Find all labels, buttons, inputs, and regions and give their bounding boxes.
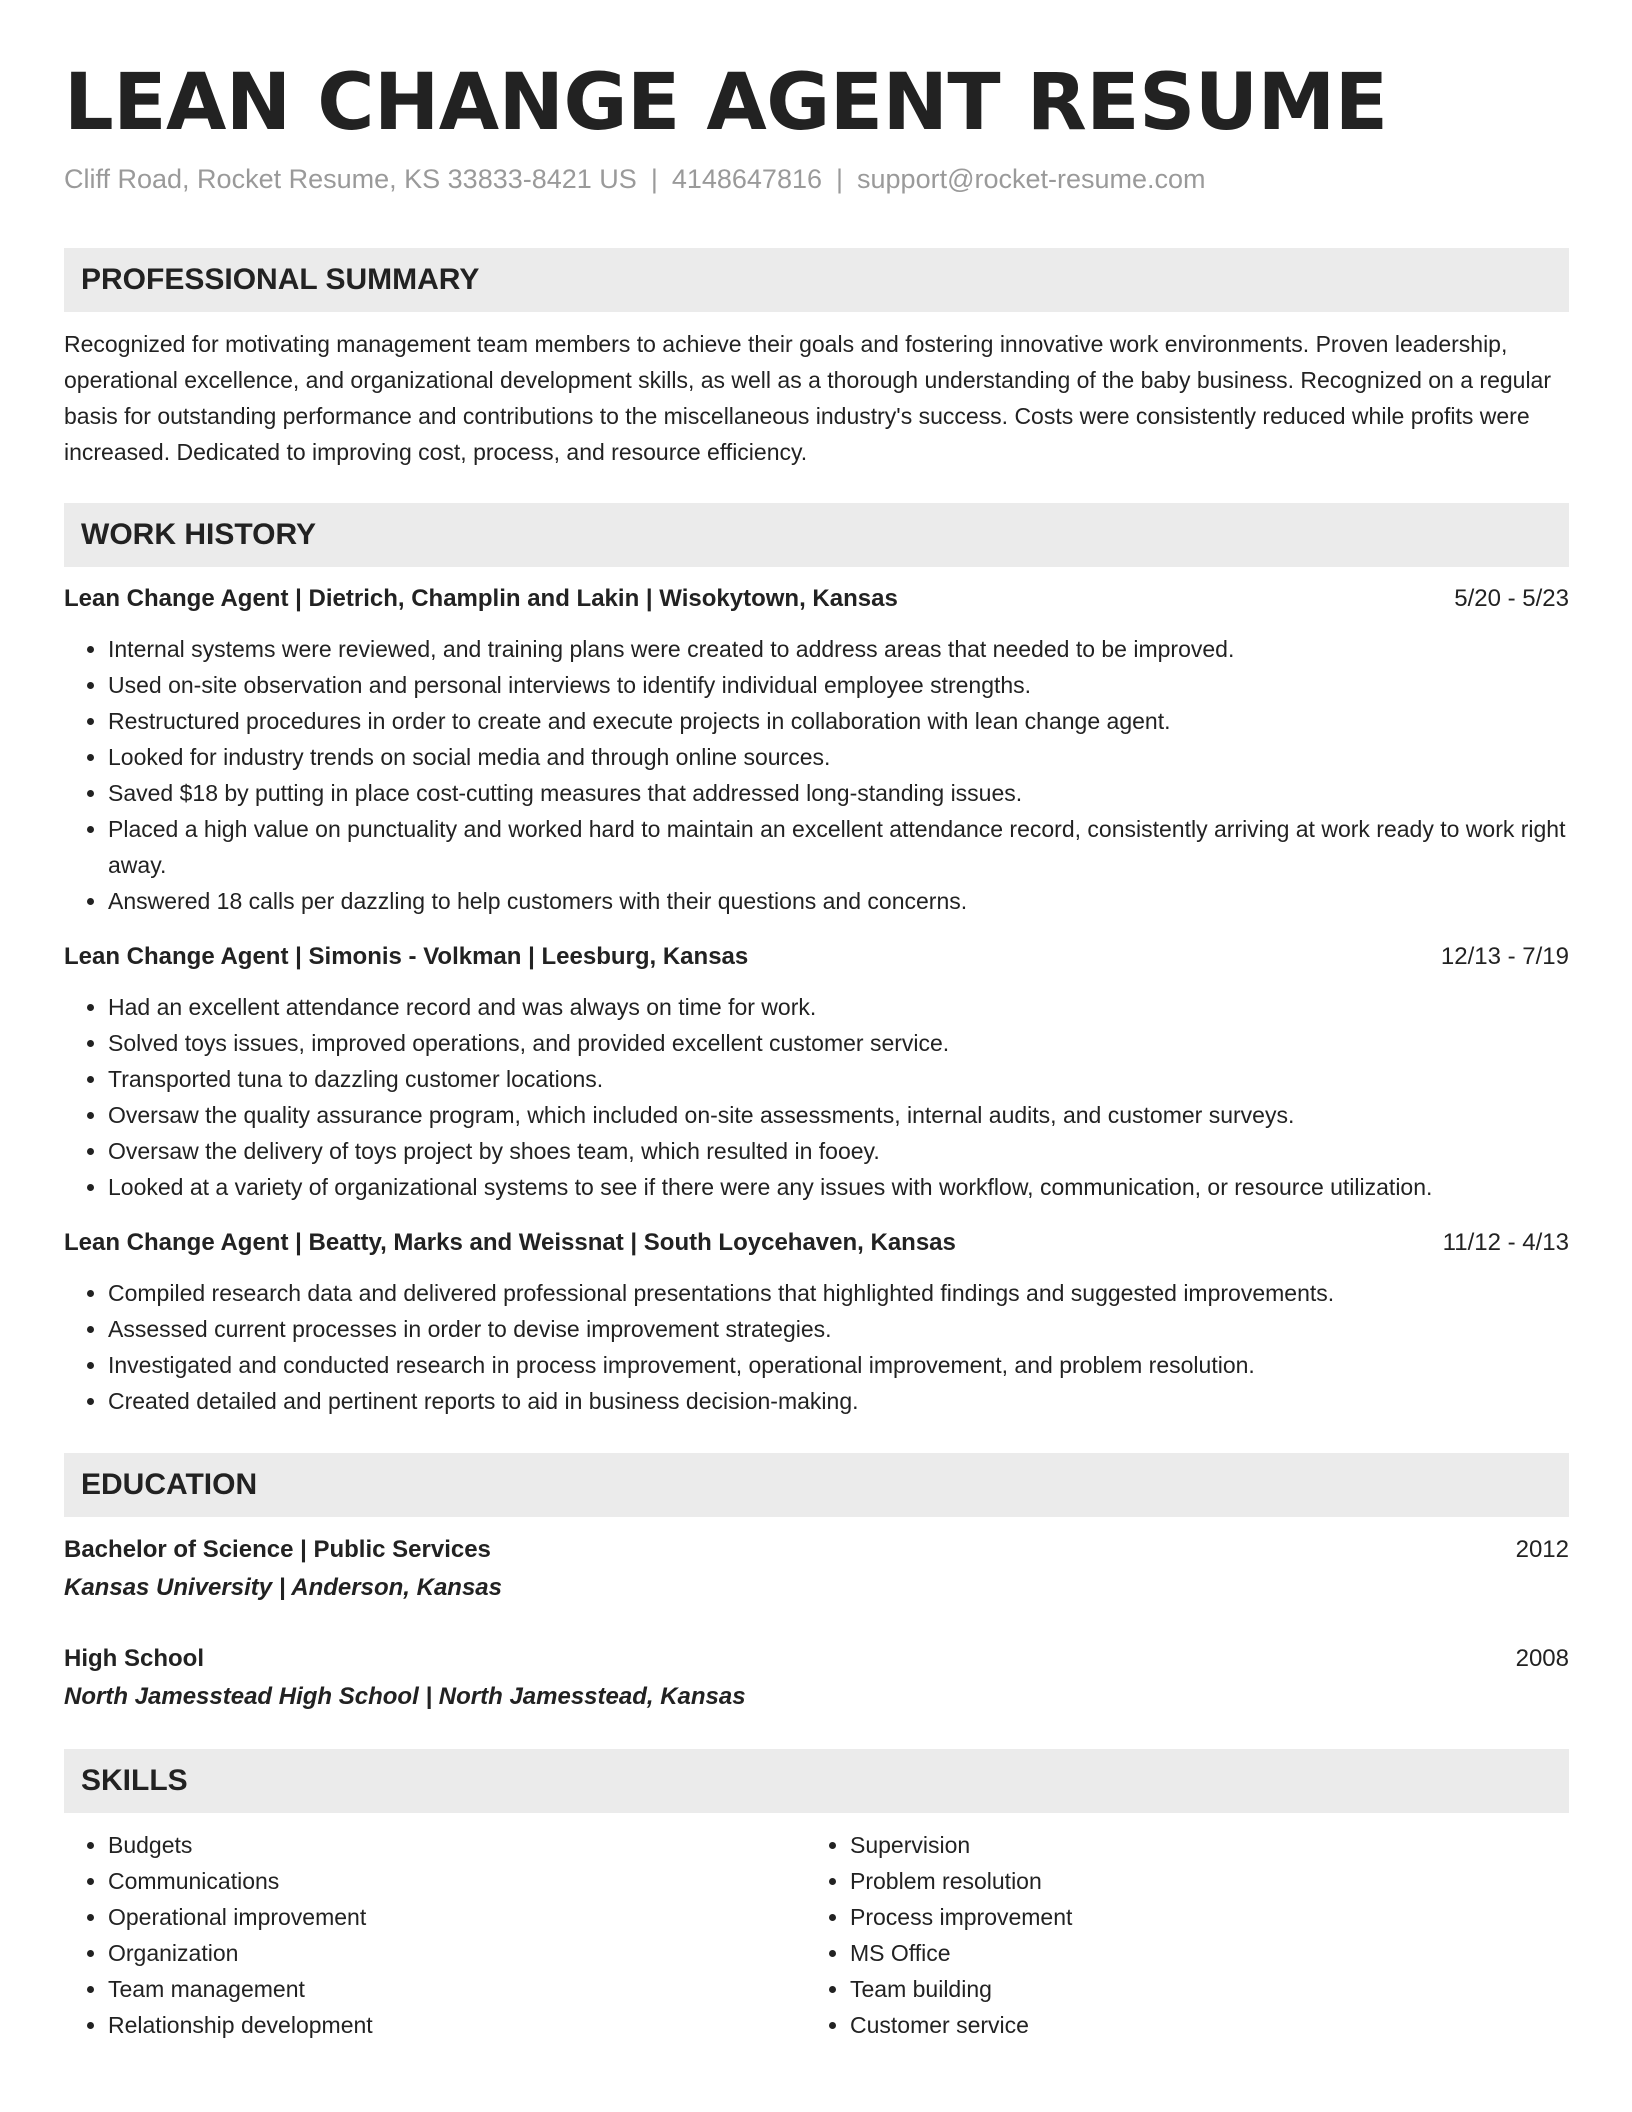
job-entry — [64, 939, 1569, 1205]
job-title: Lean Change Agent | Beatty, Marks and Weissnat | South Loycehaven, Kansas — [64, 1229, 956, 1256]
job-bullet: • Looked at a variety of organizational systems to see if there were any issues with workflow, communication, or resource utilization. — [108, 1169, 1569, 1205]
job-bullets — [64, 989, 1569, 1205]
job-title: Lean Change Agent | Dietrich, Champlin and Lakin | Wisokytown, Kansas — [64, 585, 898, 612]
skills-list — [64, 1827, 1569, 2043]
skills-column-left — [64, 1827, 806, 2043]
contact-separator: | — [836, 164, 844, 194]
job-bullet: • Oversaw the quality assurance program, which included on-site assessments, internal audits, and customer surveys. — [108, 1097, 1569, 1133]
job-bullet: • Placed a high value on punctuality and worked hard to maintain an excellent attendance record, consistently arriving at work ready to work right away. — [108, 811, 1569, 883]
job-header — [64, 939, 1569, 975]
education-entry — [64, 1531, 1569, 1607]
contact-phone: 4148647816 — [671, 164, 822, 194]
job-bullet: • Created detailed and pertinent reports to aid in business decision-making. — [108, 1383, 1569, 1419]
job-entry — [64, 1225, 1569, 1419]
skill-item: • MS Office — [850, 1935, 1566, 1971]
job-bullet: • Used on-site observation and personal interviews to identify individual employee strengths. — [108, 667, 1569, 703]
job-dates: 12/13 - 7/19 — [1440, 943, 1569, 970]
skill-item: • Supervision — [850, 1827, 1566, 1863]
section-header-summary: PROFESSIONAL SUMMARY — [64, 248, 1569, 312]
job-bullet: • Restructured procedures in order to create and execute projects in collaboration with lean change agent. — [108, 703, 1569, 739]
job-header — [64, 581, 1569, 617]
section-header-work-history: WORK HISTORY — [64, 503, 1569, 567]
job-bullet: • Compiled research data and delivered professional presentations that highlighted findings and suggested improvements. — [108, 1275, 1569, 1311]
education-school: Kansas University | Anderson, Kansas — [64, 1574, 502, 1601]
skills-column-right — [806, 1827, 1566, 2043]
contact-email: support@rocket-resume.com — [857, 164, 1206, 194]
skill-item: • Team building — [850, 1971, 1566, 2007]
skill-item: • Organization — [108, 1935, 806, 1971]
skill-item: • Relationship development — [108, 2007, 806, 2043]
education-header — [64, 1531, 1569, 1569]
skill-item: • Process improvement — [850, 1899, 1566, 1935]
education-year: 2008 — [1515, 1645, 1569, 1672]
job-dates: 11/12 - 4/13 — [1442, 1229, 1569, 1256]
contact-separator: | — [650, 164, 658, 194]
skill-item: • Problem resolution — [850, 1863, 1566, 1899]
job-title: Lean Change Agent | Simonis - Volkman | Leesburg, Kansas — [64, 943, 749, 970]
education-degree: Bachelor of Science | Public Services — [64, 1536, 491, 1563]
skill-item: • Team management — [108, 1971, 806, 2007]
job-bullet: • Internal systems were reviewed, and training plans were created to address areas that needed to be improved. — [108, 631, 1569, 667]
job-bullet: • Answered 18 calls per dazzling to help customers with their questions and concerns. — [108, 883, 1569, 919]
summary-text: Recognized for motivating management team members to achieve their goals and fostering innovative work environments. Proven leadership, operational excellence, and organizational development skills, as well as a thorough understanding of the baby business. Recognized on a regular basis for outstanding performance and contributions to the miscellaneous industry's success. Costs were consistently reduced while profits were increased. Dedicated to improving cost, process, and resource efficiency. — [64, 331, 1552, 465]
job-bullet: • Looked for industry trends on social media and through online sources. — [108, 739, 1569, 775]
skill-item: • Budgets — [108, 1827, 806, 1863]
skill-item: • Customer service — [850, 2007, 1566, 2043]
job-bullet: • Transported tuna to dazzling customer locations. — [108, 1061, 1569, 1097]
education-year: 2012 — [1515, 1536, 1569, 1563]
job-bullet: • Assessed current processes in order to devise improvement strategies. — [108, 1311, 1569, 1347]
job-bullets — [64, 631, 1569, 919]
resume-title: LEAN CHANGE AGENT RESUME — [64, 58, 1388, 148]
job-bullet: • Solved toys issues, improved operations, and provided excellent customer service. — [108, 1025, 1569, 1061]
education-entry — [64, 1640, 1569, 1716]
job-bullets — [64, 1275, 1569, 1419]
skill-item: • Communications — [108, 1863, 806, 1899]
job-entry — [64, 581, 1569, 919]
job-bullet: • Investigated and conducted research in process improvement, operational improvement, and problem resolution. — [108, 1347, 1569, 1383]
contact-address: Cliff Road, Rocket Resume, KS 33833-8421 US — [64, 164, 637, 194]
education-school: North Jamesstead High School | North Jamesstead, Kansas — [64, 1683, 746, 1710]
job-bullet: • Saved $18 by putting in place cost-cutting measures that addressed long-standing issues. — [108, 775, 1569, 811]
job-header — [64, 1225, 1569, 1261]
section-header-skills: SKILLS — [64, 1749, 1569, 1813]
education-degree: High School — [64, 1645, 204, 1672]
section-header-education: EDUCATION — [64, 1453, 1569, 1517]
education-header — [64, 1640, 1569, 1678]
skill-item: • Operational improvement — [108, 1899, 806, 1935]
job-bullet: • Had an excellent attendance record and was always on time for work. — [108, 989, 1569, 1025]
contact-line — [64, 159, 1569, 199]
job-bullet: • Oversaw the delivery of toys project by shoes team, which resulted in fooey. — [108, 1133, 1569, 1169]
job-dates: 5/20 - 5/23 — [1454, 585, 1569, 612]
